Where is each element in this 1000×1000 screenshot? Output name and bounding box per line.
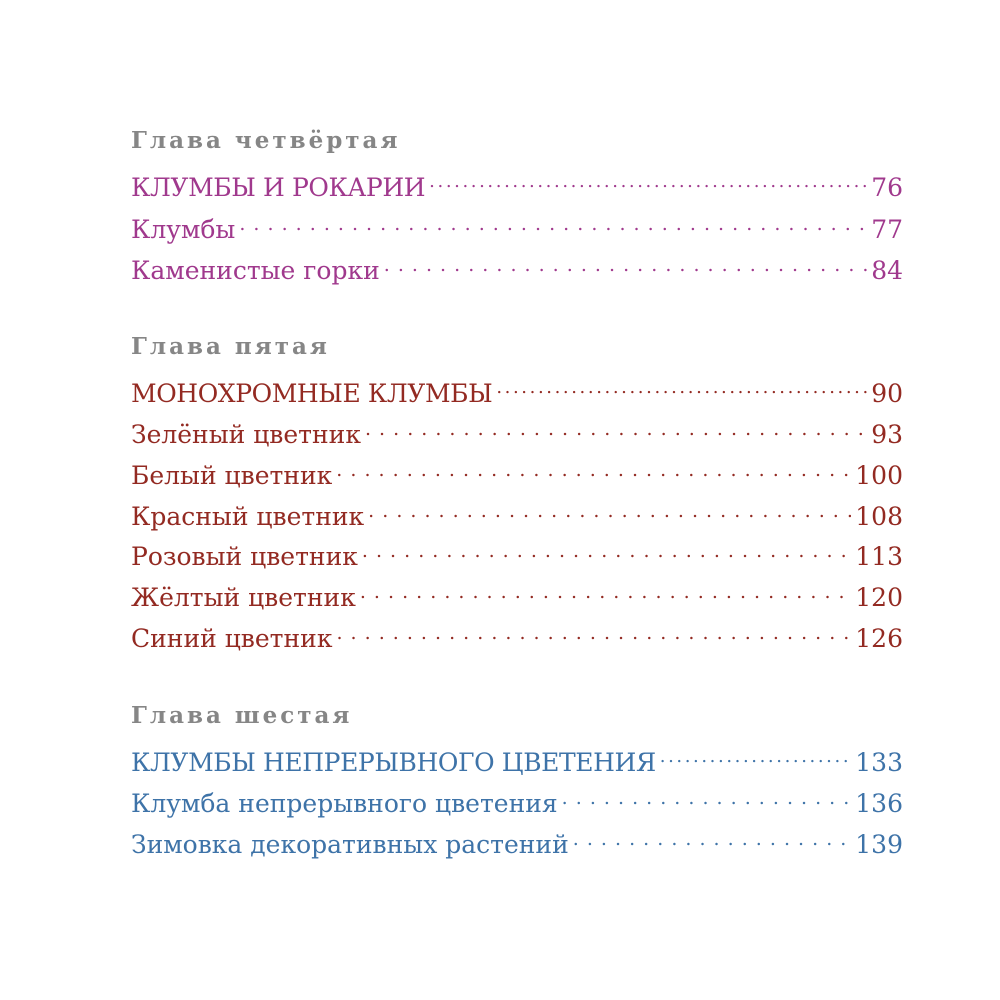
entry-page-number: 93 xyxy=(871,420,903,449)
toc-entry[interactable] xyxy=(131,829,903,861)
dot-leader xyxy=(429,172,867,204)
entry-page-number: 126 xyxy=(855,624,903,653)
toc-entry[interactable] xyxy=(131,582,903,614)
dot-leader xyxy=(362,541,851,573)
entry-title: Зелёный цветник xyxy=(131,420,361,449)
chapter-heading: Глава шестая xyxy=(131,702,353,729)
entry-title: Клумбы xyxy=(131,215,236,244)
toc-entry[interactable] xyxy=(131,419,903,451)
dot-leader xyxy=(368,501,851,533)
entry-title: Синий цветник xyxy=(131,624,333,653)
toc-entry-section[interactable] xyxy=(131,172,903,204)
toc-entry[interactable] xyxy=(131,541,903,573)
chapter-heading: Глава четвёртая xyxy=(131,127,401,154)
dot-leader xyxy=(562,788,852,820)
entry-page-number: 77 xyxy=(871,215,903,244)
dot-leader xyxy=(239,214,867,246)
toc-entry-section[interactable] xyxy=(131,747,903,779)
entry-page-number: 108 xyxy=(855,502,903,531)
entry-page-number: 76 xyxy=(871,173,903,202)
dot-leader xyxy=(336,623,851,655)
entry-title: Розовый цветник xyxy=(131,542,358,571)
toc-entry[interactable] xyxy=(131,788,903,820)
dot-leader xyxy=(573,829,852,861)
entry-page-number: 84 xyxy=(871,256,903,285)
entry-page-number: 120 xyxy=(855,583,903,612)
toc-entry[interactable] xyxy=(131,623,903,655)
entry-page-number: 90 xyxy=(871,379,903,408)
dot-leader xyxy=(336,460,851,492)
entry-title: КЛУМБЫ И РОКАРИИ xyxy=(131,173,426,202)
entry-title: Белый цветник xyxy=(131,461,333,490)
toc-entry-section[interactable] xyxy=(131,378,903,410)
entry-title: Жёлтый цветник xyxy=(131,583,356,612)
entry-title: МОНОХРОМНЫЕ КЛУМБЫ xyxy=(131,379,493,408)
entry-title: Каменистые горки xyxy=(131,256,380,285)
dot-leader xyxy=(384,255,867,287)
toc-entry[interactable] xyxy=(131,214,903,246)
dot-leader xyxy=(360,582,851,614)
entry-page-number: 139 xyxy=(855,830,903,859)
entry-page-number: 100 xyxy=(855,461,903,490)
entry-page-number: 113 xyxy=(855,542,903,571)
toc-entry[interactable] xyxy=(131,501,903,533)
entry-title: Красный цветник xyxy=(131,502,365,531)
entry-title: Клумба непрерывного цветения xyxy=(131,789,558,818)
entry-title: Зимовка декоративных растений xyxy=(131,830,569,859)
chapter-heading: Глава пятая xyxy=(131,333,330,360)
toc-entry[interactable] xyxy=(131,460,903,492)
entry-title: КЛУМБЫ НЕПРЕРЫВНОГО ЦВЕТЕНИЯ xyxy=(131,748,656,777)
dot-leader xyxy=(365,419,867,451)
dot-leader xyxy=(660,747,852,779)
entry-page-number: 136 xyxy=(855,789,903,818)
entry-page-number: 133 xyxy=(855,748,903,777)
toc-entry[interactable] xyxy=(131,255,903,287)
dot-leader xyxy=(496,378,867,410)
